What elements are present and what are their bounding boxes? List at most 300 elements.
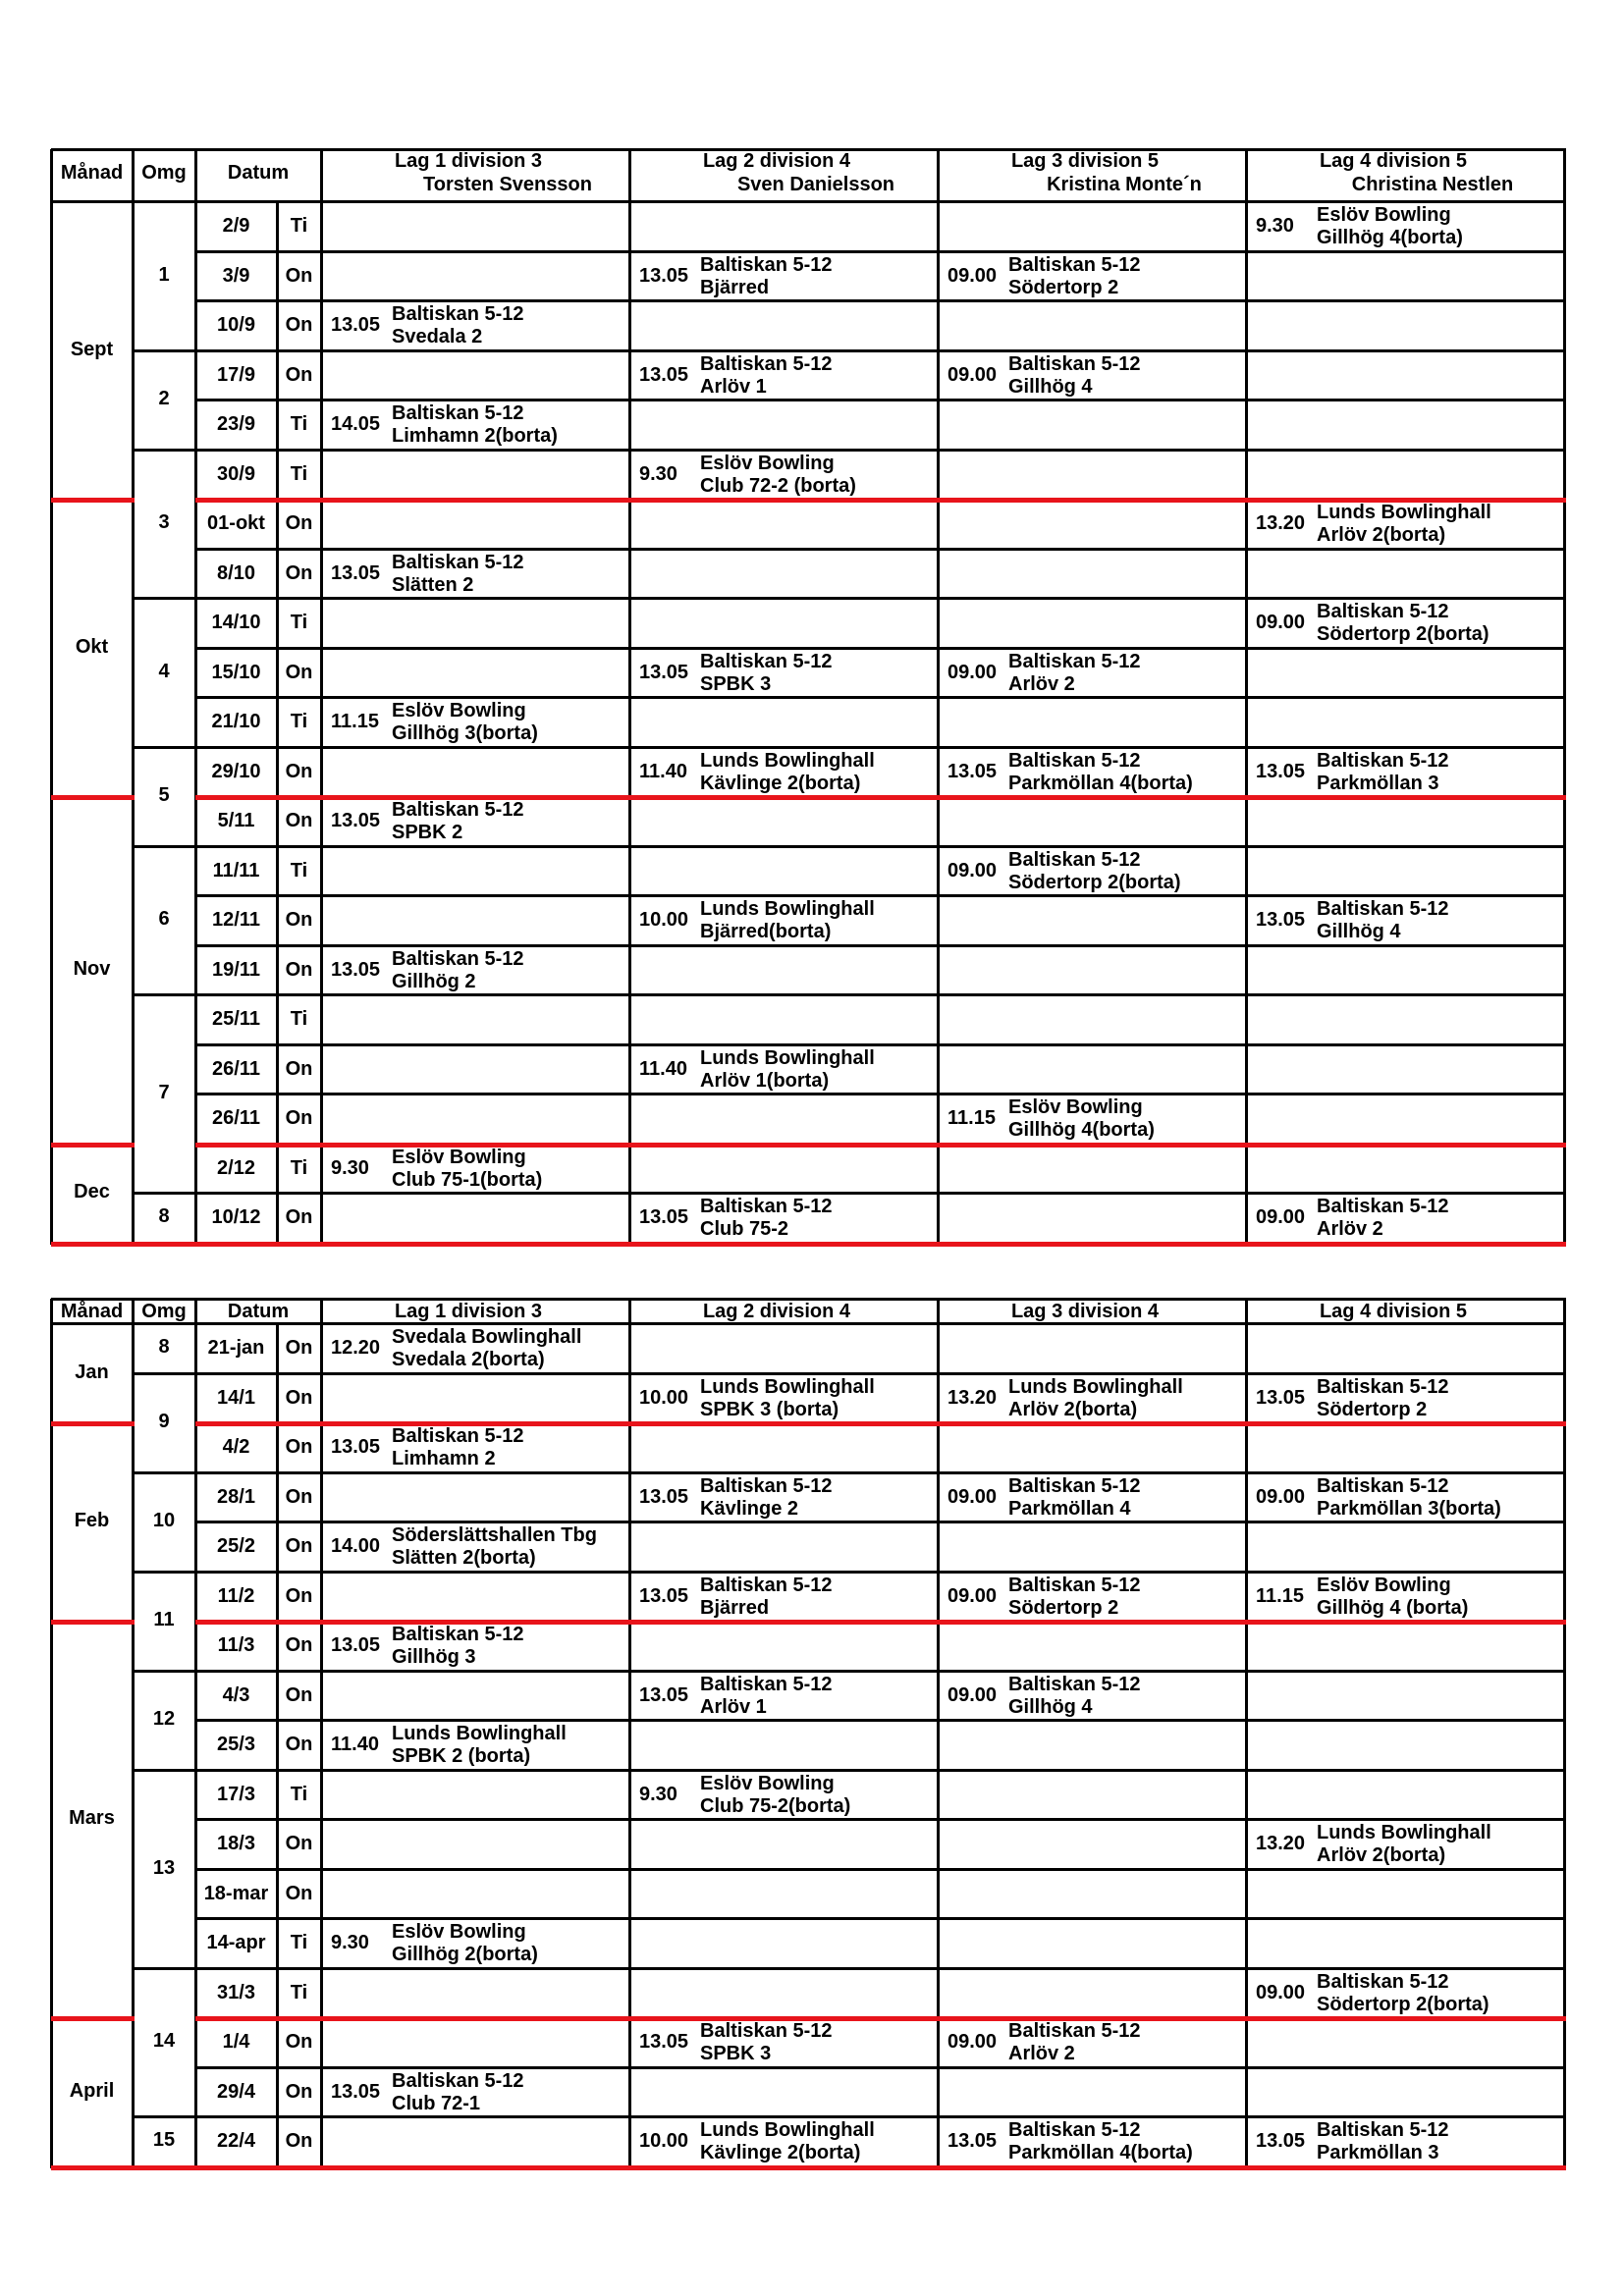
month-divider (51, 1143, 135, 1148)
match-venue: Baltiskan 5-12 (392, 551, 524, 573)
match-venue: Eslöv Bowling (1317, 1574, 1451, 1596)
row-divider (195, 1818, 1566, 1821)
match-opponent: Bjärred (700, 276, 770, 298)
team-column-border (320, 1299, 323, 2168)
header-round: Omg (141, 1301, 187, 1322)
match-date: 19/11 (212, 958, 260, 981)
match-time: 9.30 (331, 1156, 369, 1179)
match-time: 09.00 (947, 859, 998, 881)
row-divider (195, 597, 1566, 600)
match-opponent: Gillhög 2 (392, 970, 476, 992)
match-venue: Baltiskan 5-12 (700, 1673, 833, 1695)
match-venue: Eslöv Bowling (392, 1921, 526, 1943)
match-time: 12.20 (331, 1337, 381, 1359)
match-opponent: Bjärred (700, 1596, 770, 1619)
match-venue: Lunds Bowlinghall (700, 898, 875, 920)
month-divider (51, 498, 135, 503)
month-divider (51, 1620, 135, 1625)
match-venue: Baltiskan 5-12 (1317, 1196, 1449, 1217)
match-opponent: Gillhög 4 (1317, 921, 1401, 942)
match-opponent: Bjärred(borta) (700, 921, 832, 942)
match-opponent: Södertorp 2(borta) (1317, 1993, 1489, 2015)
match-time: 14.05 (331, 413, 381, 435)
match-venue: Baltiskan 5-12 (392, 799, 524, 821)
match-time: 11.40 (639, 760, 687, 782)
month-label: Mars (69, 1807, 115, 1829)
match-date: 22/4 (217, 2130, 255, 2152)
row-divider (195, 1670, 1566, 1673)
match-date: 11/2 (217, 1584, 255, 1607)
match-venue: Baltiskan 5-12 (1008, 2020, 1141, 2042)
match-opponent: Gillhög 4 (borta) (1317, 1596, 1469, 1619)
row-divider (195, 1043, 1566, 1046)
match-venue: Baltiskan 5-12 (392, 303, 524, 325)
match-weekday: Ti (290, 215, 308, 237)
round-number: 8 (158, 1336, 170, 1359)
match-opponent: Parkmöllan 4 (1008, 1497, 1131, 1520)
match-date: 8/10 (217, 561, 255, 584)
match-time: 09.00 (1256, 1485, 1306, 1508)
match-opponent: Club 72-2 (borta) (700, 474, 856, 497)
match-time: 13.05 (331, 561, 381, 584)
match-date: 29/4 (217, 2080, 255, 2103)
match-venue: Baltiskan 5-12 (392, 1624, 524, 1645)
match-time: 09.00 (1256, 1206, 1306, 1228)
round-number: 13 (152, 1856, 176, 1879)
match-opponent: Gillhög 4(borta) (1008, 1119, 1155, 1141)
round-divider (133, 1571, 197, 1574)
match-weekday: On (285, 1634, 313, 1656)
match-date: 23/9 (217, 413, 255, 435)
round-divider (133, 845, 197, 848)
match-time: 09.00 (1256, 612, 1306, 633)
match-date: 28/1 (217, 1485, 255, 1508)
match-opponent: Parkmöllan 3(borta) (1317, 1497, 1501, 1520)
match-weekday: On (285, 1107, 313, 1129)
match-venue: Baltiskan 5-12 (392, 2069, 524, 2092)
match-weekday: Ti (290, 859, 308, 881)
header-date: Datum (227, 1301, 290, 1322)
header-team-4-captain: Christina Nestlen (1351, 174, 1514, 195)
match-time: 10.00 (639, 909, 689, 931)
match-time: 13.05 (947, 760, 998, 782)
match-weekday: Ti (290, 711, 308, 732)
match-venue: Baltiskan 5-12 (1008, 2119, 1141, 2141)
match-weekday: On (285, 1683, 313, 1706)
match-date: 15/10 (211, 661, 261, 683)
match-venue: Baltiskan 5-12 (1317, 2119, 1449, 2141)
match-time: 13.05 (331, 1436, 381, 1458)
header-team-2-captain: Sven Danielsson (736, 174, 895, 195)
match-time: 13.05 (1256, 909, 1306, 931)
match-time: 13.05 (331, 2080, 381, 2103)
round-number: 8 (158, 1205, 170, 1228)
match-weekday: Ti (290, 1156, 308, 1179)
round-divider (133, 2115, 197, 2118)
match-opponent: Gillhög 4 (1008, 1695, 1093, 1718)
match-weekday: On (285, 1485, 313, 1508)
match-date: 26/11 (212, 1107, 260, 1129)
match-venue: Baltiskan 5-12 (1317, 601, 1449, 622)
match-date: 14-apr (206, 1932, 266, 1953)
match-venue: Baltiskan 5-12 (700, 352, 833, 375)
match-opponent: Södertorp 2(borta) (1008, 871, 1181, 893)
round-divider (133, 746, 197, 749)
row-divider (195, 993, 1566, 996)
match-opponent: Parkmöllan 4(borta) (1008, 772, 1193, 794)
match-time: 13.05 (639, 1206, 689, 1228)
match-venue: Lunds Bowlinghall (700, 1375, 875, 1398)
team-column-border (1245, 1299, 1248, 2168)
row-divider (195, 845, 1566, 848)
round-number: 12 (152, 1708, 176, 1730)
row-divider (195, 1521, 1566, 1523)
round-divider (133, 1670, 197, 1673)
match-time: 13.20 (1256, 512, 1306, 534)
round-divider (133, 993, 197, 996)
month-label: Feb (74, 1510, 110, 1531)
match-date: 30/9 (217, 462, 255, 485)
match-weekday: On (285, 561, 313, 584)
round-number: 4 (158, 660, 170, 682)
match-weekday: On (285, 1734, 313, 1755)
match-time: 13.05 (639, 1584, 689, 1607)
match-time: 13.05 (1256, 2130, 1306, 2152)
match-time: 9.30 (1256, 215, 1294, 237)
match-venue: Baltiskan 5-12 (1008, 253, 1141, 276)
header-team-3-captain: Kristina Monte´n (1047, 174, 1202, 195)
match-weekday: On (285, 1057, 313, 1080)
match-opponent: Arlöv 2(borta) (1317, 524, 1446, 546)
match-time: 13.05 (639, 661, 689, 683)
row-divider (195, 399, 1566, 401)
round-divider (133, 1372, 197, 1375)
header-team-4-division: Lag 4 division 5 (1319, 1301, 1468, 1322)
match-venue: Baltiskan 5-12 (700, 1574, 833, 1596)
header-team-2-division: Lag 2 division 4 (702, 150, 851, 172)
match-time: 11.40 (639, 1057, 687, 1080)
round-number: 11 (153, 1609, 175, 1630)
match-weekday: Ti (290, 1932, 308, 1953)
month-divider (51, 2016, 135, 2021)
round-number: 10 (152, 1510, 176, 1531)
match-date: 4/2 (222, 1436, 250, 1458)
match-opponent: Arlöv 1 (700, 375, 767, 398)
match-weekday: On (285, 363, 313, 386)
match-date: 11/11 (212, 859, 260, 881)
match-venue: Lunds Bowlinghall (700, 2119, 875, 2141)
header-month: Månad (60, 162, 124, 184)
header-team-3-division: Lag 3 division 5 (1010, 150, 1160, 172)
match-date: 10/9 (217, 314, 255, 336)
match-time: 09.00 (947, 2031, 998, 2053)
match-opponent: Arlöv 2 (1008, 2043, 1075, 2064)
match-venue: Lunds Bowlinghall (700, 749, 875, 772)
match-weekday: Ti (290, 1981, 308, 2003)
round-divider (133, 1769, 197, 1772)
match-opponent: Arlöv 2 (1317, 1218, 1383, 1240)
match-time: 13.05 (639, 1683, 689, 1706)
match-opponent: Kävlinge 2(borta) (700, 772, 861, 794)
match-time: 10.00 (639, 2130, 689, 2152)
match-weekday: On (285, 1833, 313, 1854)
match-time: 13.05 (331, 810, 381, 831)
match-opponent: Gillhög 3(borta) (392, 722, 538, 744)
match-opponent: Arlöv 1 (700, 1695, 767, 1718)
match-venue: Baltiskan 5-12 (1317, 749, 1449, 772)
match-time: 13.05 (331, 1634, 381, 1656)
match-time: 13.05 (1256, 1386, 1306, 1409)
match-opponent: SPBK 3 (700, 2043, 772, 2064)
round-divider (133, 1192, 197, 1195)
match-weekday: Ti (290, 1008, 308, 1030)
match-opponent: Södertorp 2(borta) (1317, 623, 1489, 645)
header-month: Månad (60, 1301, 124, 1322)
match-opponent: SPBK 2 (borta) (392, 1745, 531, 1767)
round-number: 2 (158, 388, 170, 409)
match-date: 17/3 (217, 1783, 255, 1805)
header-team-4-division: Lag 4 division 5 (1319, 150, 1468, 172)
match-date: 31/3 (217, 1981, 255, 2003)
match-venue: Lunds Bowlinghall (1008, 1375, 1183, 1398)
table-left-border (50, 1299, 53, 2168)
row-divider (195, 449, 1566, 452)
round-divider (133, 597, 197, 600)
row-divider (195, 1093, 1566, 1095)
match-opponent: Slätten 2 (392, 573, 474, 596)
match-time: 13.05 (947, 2130, 998, 2152)
match-venue: Lunds Bowlinghall (392, 1723, 567, 1744)
match-opponent: Arlöv 2(borta) (1008, 1398, 1138, 1420)
header-team-3-division: Lag 3 division 4 (1010, 1301, 1160, 1322)
match-venue: Eslöv Bowling (700, 452, 835, 474)
row-divider (195, 250, 1566, 253)
match-venue: Baltiskan 5-12 (1317, 898, 1449, 920)
header-team-1-division: Lag 1 division 3 (394, 1301, 543, 1322)
match-opponent: Gillhög 2(borta) (392, 1944, 538, 1965)
match-venue: Lunds Bowlinghall (1317, 502, 1491, 523)
match-venue: Baltiskan 5-12 (1008, 848, 1141, 871)
match-opponent: Arlöv 1(borta) (700, 1069, 830, 1092)
match-venue: Baltiskan 5-12 (392, 1425, 524, 1447)
match-date: 17/9 (217, 363, 255, 386)
match-opponent: Limhamn 2(borta) (392, 425, 558, 447)
round-divider (133, 1967, 197, 1970)
match-weekday: On (285, 1436, 313, 1458)
match-date: 26/11 (212, 1057, 260, 1080)
match-weekday: On (285, 1535, 313, 1557)
match-venue: Baltiskan 5-12 (1317, 1375, 1449, 1398)
match-date: 14/1 (217, 1386, 255, 1409)
match-time: 10.00 (639, 1386, 689, 1409)
match-time: 13.05 (331, 314, 381, 336)
match-opponent: Club 72-1 (392, 2092, 481, 2114)
round-number: 5 (158, 784, 170, 806)
match-venue: Baltiskan 5-12 (1008, 352, 1141, 375)
match-time: 13.20 (1256, 1833, 1306, 1854)
match-weekday: On (285, 958, 313, 981)
match-opponent: Kävlinge 2(borta) (700, 2142, 861, 2163)
match-opponent: Club 75-2 (700, 1218, 789, 1240)
match-venue: Eslöv Bowling (1008, 1096, 1143, 1118)
match-opponent: Club 75-2(borta) (700, 1794, 851, 1817)
match-weekday: Ti (290, 1783, 308, 1805)
match-time: 09.00 (1256, 1981, 1306, 2003)
match-date: 2/9 (222, 215, 250, 237)
round-number: 1 (158, 263, 170, 286)
month-label: Sept (70, 338, 114, 360)
row-divider (195, 746, 1566, 749)
match-opponent: Kävlinge 2 (700, 1497, 799, 1520)
match-weekday: On (285, 1337, 313, 1359)
match-venue: Baltiskan 5-12 (700, 1196, 833, 1217)
match-time: 13.05 (639, 264, 689, 287)
match-weekday: On (285, 1882, 313, 1904)
row-divider (195, 1868, 1566, 1871)
match-opponent: Parkmöllan 3 (1317, 772, 1439, 794)
round-divider (133, 349, 197, 352)
match-weekday: On (285, 1386, 313, 1409)
match-time: 13.05 (331, 958, 381, 981)
match-venue: Baltiskan 5-12 (700, 2020, 833, 2042)
match-time: 9.30 (639, 462, 677, 485)
match-opponent: Gillhög 3 (392, 1646, 476, 1668)
match-time: 11.40 (331, 1734, 379, 1755)
row-divider (195, 1192, 1566, 1195)
match-opponent: Gillhög 4(borta) (1317, 227, 1463, 248)
row-divider (195, 1769, 1566, 1772)
match-opponent: Svedala 2 (392, 326, 483, 347)
match-weekday: On (285, 909, 313, 931)
row-divider (195, 894, 1566, 897)
match-time: 13.20 (947, 1386, 998, 1409)
match-opponent: Södertorp 2 (1008, 276, 1119, 298)
match-date: 14/10 (211, 612, 261, 633)
round-number: 15 (152, 2129, 176, 2152)
match-venue: Eslöv Bowling (1317, 204, 1451, 226)
match-date: 18-mar (203, 1882, 269, 1904)
match-date: 29/10 (211, 760, 261, 782)
match-weekday: On (285, 2130, 313, 2152)
team-column-border (1563, 1299, 1566, 2168)
match-date: 12/11 (212, 909, 260, 931)
match-time: 13.05 (1256, 760, 1306, 782)
match-time: 09.00 (947, 661, 998, 683)
header-round: Omg (141, 162, 187, 184)
match-date: 2/12 (217, 1156, 255, 1179)
match-time: 09.00 (947, 1683, 998, 1706)
match-date: 21-jan (207, 1337, 265, 1359)
match-opponent: Club 75-1(borta) (392, 1168, 543, 1191)
row-divider (195, 299, 1566, 302)
match-date: 11/3 (217, 1634, 255, 1656)
row-divider (195, 2066, 1566, 2069)
match-date: 18/3 (217, 1833, 255, 1854)
row-divider (195, 696, 1566, 699)
match-time: 9.30 (331, 1932, 369, 1953)
match-venue: Baltiskan 5-12 (1008, 1574, 1141, 1596)
match-venue: Baltiskan 5-12 (1317, 1474, 1449, 1497)
match-weekday: On (285, 760, 313, 782)
match-opponent: SPBK 3 (borta) (700, 1398, 839, 1420)
match-time: 09.00 (947, 264, 998, 287)
month-label: Jan (75, 1361, 109, 1383)
match-weekday: On (285, 2031, 313, 2053)
header-date: Datum (227, 162, 290, 184)
match-venue: Eslöv Bowling (700, 1772, 835, 1794)
match-venue: Baltiskan 5-12 (1008, 1673, 1141, 1695)
month-label: Okt (75, 635, 109, 658)
header-team-2-division: Lag 2 division 4 (702, 1301, 851, 1322)
match-weekday: Ti (290, 612, 308, 633)
match-date: 1/4 (222, 2031, 250, 2053)
match-opponent: Parkmöllan 3 (1317, 2142, 1439, 2163)
match-weekday: On (285, 661, 313, 683)
round-divider (133, 449, 197, 452)
match-time: 09.00 (947, 1485, 998, 1508)
row-divider (195, 1967, 1566, 1970)
match-weekday: Ti (290, 413, 308, 435)
match-opponent: Gillhög 4 (1008, 375, 1093, 398)
match-time: 11.15 (1256, 1584, 1304, 1607)
row-divider (195, 647, 1566, 650)
match-time: 13.05 (639, 2031, 689, 2053)
match-time: 14.00 (331, 1535, 381, 1557)
round-number: 3 (158, 511, 170, 534)
row-divider (195, 1372, 1566, 1375)
match-opponent: Södertorp 2 (1008, 1596, 1119, 1619)
match-opponent: Parkmöllan 4(borta) (1008, 2142, 1193, 2163)
match-date: 01-okt (207, 512, 265, 534)
table-bottom-border (51, 1242, 1566, 1247)
match-venue: Baltiskan 5-12 (1008, 749, 1141, 772)
month-divider (51, 1421, 135, 1426)
match-date: 4/3 (222, 1683, 250, 1706)
match-venue: Svedala Bowlinghall (392, 1326, 582, 1348)
match-date: 25/2 (217, 1535, 255, 1557)
match-opponent: Limhamn 2 (392, 1448, 496, 1469)
row-divider (195, 944, 1566, 947)
match-venue: Lunds Bowlinghall (1317, 1822, 1491, 1843)
match-venue: Baltiskan 5-12 (1008, 650, 1141, 672)
match-opponent: SPBK 2 (392, 822, 463, 843)
row-divider (195, 1719, 1566, 1722)
round-number: 14 (152, 2030, 176, 2053)
match-venue: Baltiskan 5-12 (1317, 1970, 1449, 1993)
match-venue: Baltiskan 5-12 (392, 402, 524, 424)
round-number: 9 (158, 1411, 170, 1432)
match-opponent: Svedala 2(borta) (392, 1349, 545, 1370)
match-time: 11.15 (331, 711, 379, 732)
table-left-border (50, 149, 53, 1245)
match-opponent: Södertorp 2 (1317, 1398, 1428, 1420)
match-date: 3/9 (222, 264, 250, 287)
round-number: 7 (158, 1082, 170, 1103)
match-date: 5/11 (217, 810, 255, 831)
match-weekday: On (285, 1206, 313, 1228)
match-weekday: On (285, 1584, 313, 1607)
row-divider (195, 1917, 1566, 1920)
match-opponent: Arlöv 2(borta) (1317, 1844, 1446, 1866)
month-divider (51, 795, 135, 800)
match-date: 25/11 (212, 1008, 260, 1030)
month-label: April (69, 2079, 115, 2102)
team-column-border (937, 1299, 940, 2168)
header-team-1-captain: Torsten Svensson (423, 174, 592, 195)
month-column-border (132, 149, 135, 1245)
match-weekday: On (285, 512, 313, 534)
row-divider (195, 1571, 1566, 1574)
